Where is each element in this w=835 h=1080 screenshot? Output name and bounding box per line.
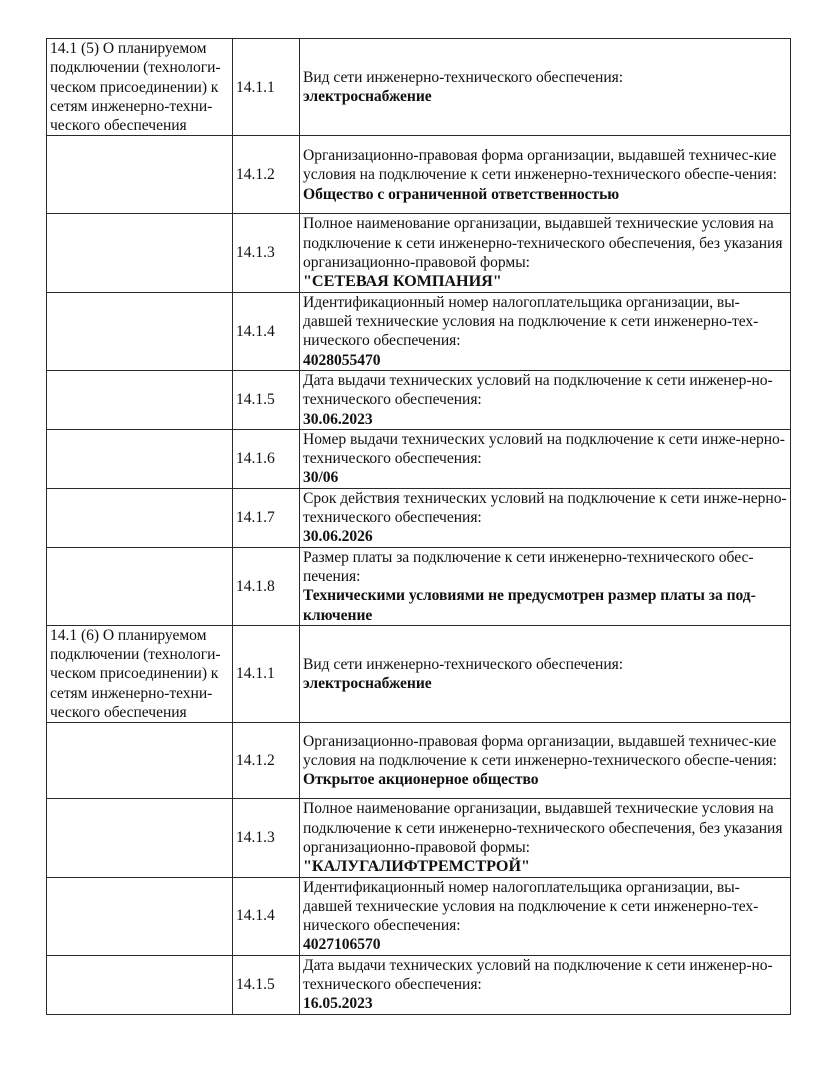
item-value: 30/06 (303, 469, 339, 487)
item-value: 4028055470 (303, 351, 381, 369)
item-number: 14.1.4 (233, 877, 300, 955)
item-label: Идентификационный номер налогоплательщика организации, вы-давшей технические условия на подключение к сети инженерно-тех-нического обеспечения: (303, 293, 759, 350)
item-value: Открытое акционерное общество (303, 771, 539, 789)
item-label: Идентификационный номер налогоплательщика организации, вы-давшей технические условия на подключение к сети инженерно-тех-нического обеспечения: (303, 878, 759, 935)
item-number: 14.1.6 (233, 429, 300, 488)
table-row (47, 39, 791, 136)
item-number: 14.1.1 (233, 39, 300, 136)
section-title-cell (47, 39, 233, 136)
item-number: 14.1.4 (233, 292, 300, 370)
table-row (47, 547, 791, 625)
item-value: "КАЛУГАЛИФТРЕМСТРОЙ" (303, 857, 530, 876)
item-label: Номер выдачи технических условий на подключение к сети инже-нерно-технического обеспечения: (303, 430, 785, 468)
item-value: 16.05.2023 (303, 995, 373, 1013)
item-content (300, 723, 791, 799)
table-row (47, 370, 791, 429)
item-content (300, 877, 791, 955)
item-number: 14.1.2 (233, 136, 300, 214)
empty-cell (47, 877, 233, 955)
item-content (300, 955, 791, 1014)
connection-info-table (46, 38, 791, 1015)
table-row (47, 292, 791, 370)
table-row (47, 214, 791, 292)
item-number: 14.1.7 (233, 488, 300, 547)
item-value: 4027106570 (303, 936, 381, 954)
table-row (47, 136, 791, 214)
item-label: Вид сети инженерно-технического обеспечения: (303, 655, 624, 673)
item-value: 30.06.2026 (303, 528, 373, 546)
item-content (300, 488, 791, 547)
item-number: 14.1.1 (233, 625, 300, 722)
item-label: Полное наименование организации, выдавшей технические условия на подключение к сети инженерно-технического обеспечения, без указания организационно-правовой формы: (303, 215, 783, 272)
empty-cell (47, 214, 233, 292)
item-number: 14.1.5 (233, 955, 300, 1014)
item-label: Вид сети инженерно-технического обеспечения: (303, 68, 624, 86)
item-label: Дата выдачи технических условий на подключение к сети инженер-но-технического обеспечения: (303, 956, 773, 993)
item-value: "СЕТЕВАЯ КОМПАНИЯ" (303, 272, 502, 291)
item-content (300, 799, 791, 877)
item-content (300, 39, 791, 136)
empty-cell (47, 955, 233, 1014)
table-row (47, 877, 791, 955)
item-label: Организационно-правовая форма организации, выдавшей техничес-кие условия на подключение к сети инженерно-технического обеспе-чения: (303, 732, 777, 770)
empty-cell (47, 723, 233, 799)
item-label: Полное наименование организации, выдавшей технические условия на подключение к сети инженерно-технического обеспечения, без указания организационно-правовой формы: (303, 800, 783, 856)
item-number: 14.1.3 (233, 214, 300, 292)
item-label: Дата выдачи технических условий на подключение к сети инженер-но-технического обеспечения: (303, 371, 773, 409)
item-content (300, 429, 791, 488)
table-row (47, 488, 791, 547)
item-value: Общество с ограниченной ответственностью (303, 185, 620, 203)
empty-cell (47, 799, 233, 877)
item-number: 14.1.8 (233, 547, 300, 625)
item-value: 30.06.2023 (303, 410, 373, 428)
item-label: Размер платы за подключение к сети инженерно-технического обес-печения: (303, 548, 754, 585)
item-number: 14.1.5 (233, 370, 300, 429)
empty-cell (47, 136, 233, 214)
empty-cell (47, 488, 233, 547)
item-number: 14.1.2 (233, 723, 300, 799)
empty-cell (47, 429, 233, 488)
section-title-cell (47, 625, 233, 722)
table-row (47, 429, 791, 488)
item-content (300, 214, 791, 292)
item-value: электроснабжение (303, 675, 432, 693)
section-title: 14.1 (6) О планируемом подключении (технологи-ческом присоединении) к сетям инженерно-техни-ческого обеспечения (50, 626, 221, 722)
section-title: 14.1 (5) О планируемом подключении (технологи-ческом присоединении) к сетям инженерно-техни-ческого обеспечения (50, 40, 221, 135)
item-label: Организационно-правовая форма организации, выдавшей техничес-кие условия на подключение к сети инженерно-технического обеспе-чения: (303, 147, 777, 184)
item-content (300, 370, 791, 429)
item-value: электроснабжение (303, 88, 432, 106)
document-page (46, 38, 790, 1015)
item-content (300, 625, 791, 722)
table-row (47, 799, 791, 877)
item-label: Срок действия технических условий на подключение к сети инже-нерно-технического обеспечения: (303, 489, 787, 527)
empty-cell (47, 547, 233, 625)
empty-cell (47, 292, 233, 370)
item-content (300, 547, 791, 625)
item-value: Техническими условиями не предусмотрен размер платы за под-ключение (303, 587, 756, 624)
item-number: 14.1.3 (233, 799, 300, 877)
item-content (300, 136, 791, 214)
table-row (47, 625, 791, 722)
empty-cell (47, 370, 233, 429)
item-content (300, 292, 791, 370)
table-row (47, 955, 791, 1014)
table-row (47, 723, 791, 799)
